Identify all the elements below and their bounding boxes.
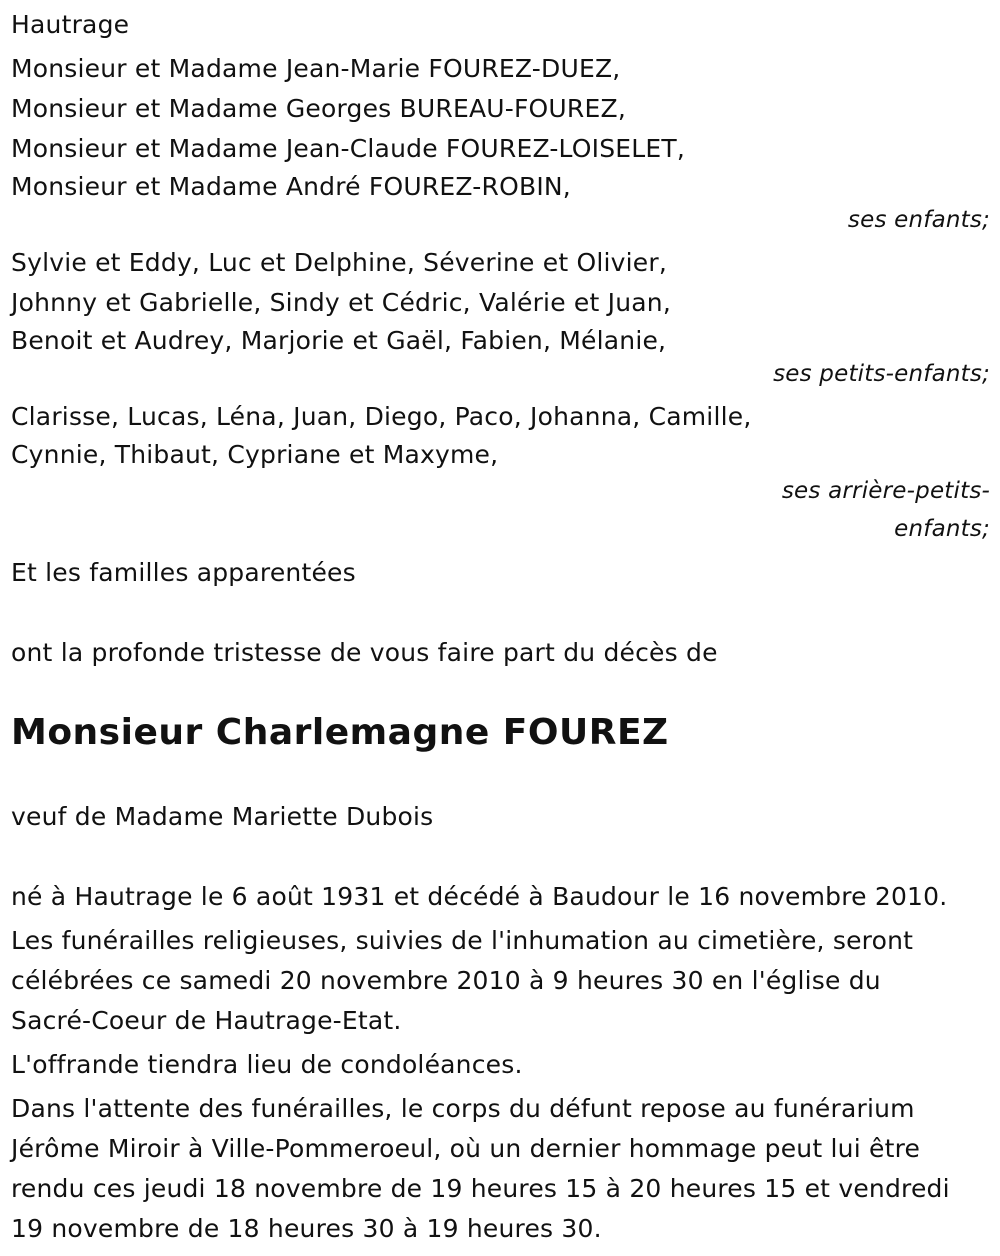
child-line: Monsieur et Madame André FOUREZ-ROBIN, xyxy=(11,172,571,201)
deceased-name: Monsieur Charlemagne FOUREZ xyxy=(11,712,669,753)
families-line: Et les familles apparentées xyxy=(11,558,356,587)
great-grandchildren-line: Clarisse, Lucas, Léna, Juan, Diego, Paco, Johanna, Camille, xyxy=(11,402,752,431)
funeral-line: célébrées ce samedi 20 novembre 2010 à 9 heures 30 en l'église du xyxy=(11,966,881,995)
location: Hautrage xyxy=(11,10,130,39)
funeral-line: Les funérailles religieuses, suivies de l'inhumation au cimetière, seront xyxy=(11,926,914,955)
great-grandchildren-label-cont: enfants; xyxy=(894,516,990,542)
great-grandchildren-line: Cynnie, Thibaut, Cypriane et Maxyme, xyxy=(11,440,499,469)
grandchildren-line: Johnny et Gabrielle, Sindy et Cédric, Valérie et Juan, xyxy=(11,288,671,317)
widower-line: veuf de Madame Mariette Dubois xyxy=(11,802,434,831)
visitation-line: 19 novembre de 18 heures 30 à 19 heures 30. xyxy=(11,1214,602,1243)
visitation-line: rendu ces jeudi 18 novembre de 19 heures 15 à 20 heures 15 et vendredi xyxy=(11,1174,950,1203)
announcement-line: ont la profonde tristesse de vous faire part du décès de xyxy=(11,638,718,667)
visitation-line: Dans l'attente des funérailles, le corps du défunt repose au funérarium xyxy=(11,1094,915,1123)
grandchildren-line: Benoit et Audrey, Marjorie et Gaël, Fabien, Mélanie, xyxy=(11,326,667,355)
great-grandchildren-label: ses arrière-petits- xyxy=(781,478,990,504)
child-line: Monsieur et Madame Georges BUREAU-FOUREZ, xyxy=(11,94,626,123)
child-line: Monsieur et Madame Jean-Claude FOUREZ-LOISELET, xyxy=(11,134,686,163)
visitation-line: Jérôme Miroir à Ville-Pommeroeul, où un dernier hommage peut lui être xyxy=(11,1134,921,1163)
funeral-line: Sacré-Coeur de Hautrage-Etat. xyxy=(11,1006,402,1035)
obituary-notice xyxy=(0,5,1000,1249)
grandchildren-line: Sylvie et Eddy, Luc et Delphine, Séverine et Olivier, xyxy=(11,248,668,277)
child-line: Monsieur et Madame Jean-Marie FOUREZ-DUEZ, xyxy=(11,54,621,83)
offering-line: L'offrande tiendra lieu de condoléances. xyxy=(11,1050,523,1079)
birth-death-line: né à Hautrage le 6 août 1931 et décédé à Baudour le 16 novembre 2010. xyxy=(11,882,948,911)
grandchildren-label: ses petits-enfants; xyxy=(773,361,990,387)
children-label: ses enfants; xyxy=(847,207,990,233)
